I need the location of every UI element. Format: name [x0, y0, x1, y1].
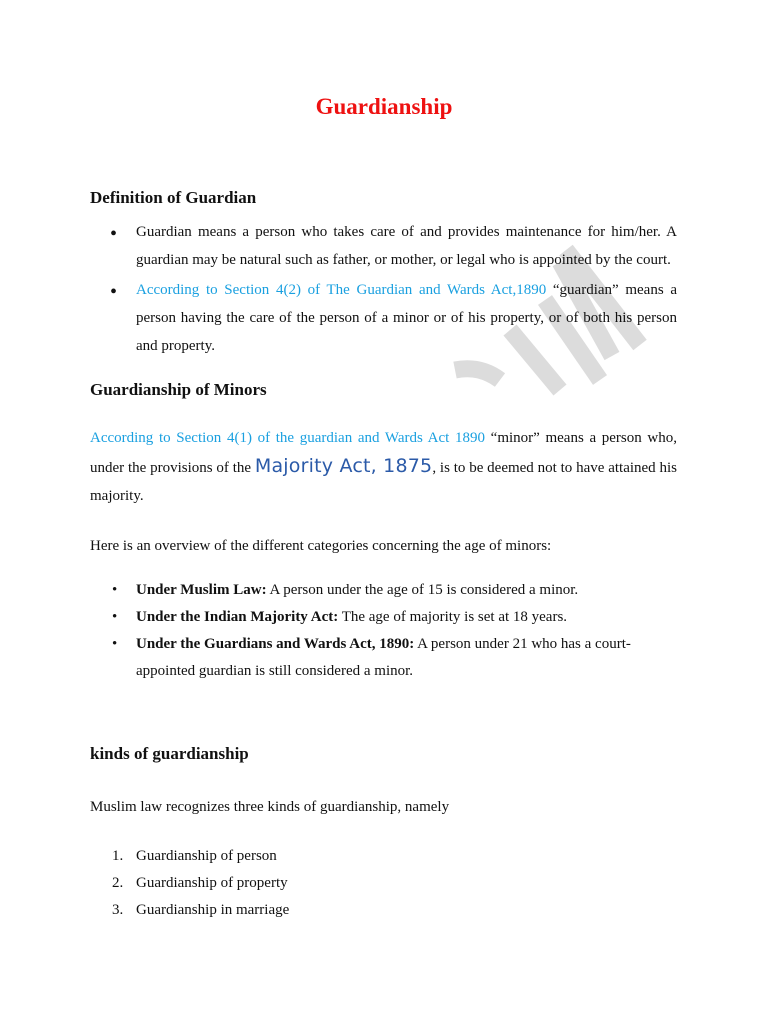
minor-definition-paragraph: [90, 424, 677, 510]
list-item-text: Guardianship of property: [136, 875, 288, 891]
list-item: [90, 870, 289, 897]
category-text: A person under the age of 15 is considered a minor.: [266, 582, 579, 598]
category-label: Under Muslim Law:: [136, 582, 267, 598]
kinds-intro-paragraph: Muslim law recognizes three kinds of guardianship, namely: [90, 799, 450, 815]
page-title: Guardianship: [315, 94, 453, 119]
list-item: [90, 276, 677, 360]
bullet-dot: •: [112, 636, 118, 652]
list-number: 2.: [112, 875, 124, 891]
list-item: [90, 843, 289, 870]
section-4-1-link[interactable]: According to Section 4(1) of the guardian and Wards Act 1890: [90, 430, 485, 446]
list-item-text: Guardianship in marriage: [136, 902, 290, 918]
category-text: The age of majority is set at 18 years.: [338, 609, 568, 625]
paragraph-text: “minor” means a person who, under the provisions of the: [90, 430, 677, 476]
list-number: 1.: [112, 848, 124, 864]
category-label: Under the Indian Majority Act:: [136, 609, 339, 625]
category-label: Under the Guardians and Wards Act, 1890:: [136, 636, 415, 652]
list-item-text: Guardianship of person: [136, 848, 277, 864]
definition-bullet-text: “guardian” means a person having the care of the person of a minor or of his property, or of both his person and property.: [136, 282, 677, 354]
bullet-dot: •: [110, 223, 118, 245]
list-item: [90, 577, 677, 604]
majority-act-reference[interactable]: Majority Act, 1875: [254, 455, 433, 477]
age-categories-list: [90, 577, 677, 685]
list-item: [90, 631, 677, 685]
list-item: [90, 604, 677, 631]
kinds-numbered-list: [90, 843, 289, 924]
kinds-heading: kinds of guardianship: [90, 744, 249, 763]
paragraph-text: , is to be deemed not to have attained his majority.: [90, 460, 677, 504]
bullet-dot: •: [112, 609, 118, 625]
list-item: [90, 218, 677, 274]
definition-heading: Definition of Guardian: [90, 188, 257, 207]
list-number: 3.: [112, 902, 124, 918]
section-4-2-link[interactable]: According to Section 4(2) of The Guardian and Wards Act,1890: [136, 282, 547, 298]
definition-bullet-text: Guardian means a person who takes care of and provides maintenance for him/her. A guardian may be natural such as father, or mother, or legal who is appointed by the court.: [136, 224, 677, 268]
bullet-dot: •: [110, 281, 118, 303]
list-item: [90, 897, 289, 924]
definition-bullet-list: [90, 218, 677, 362]
bullet-dot: •: [112, 582, 118, 598]
minors-heading: Guardianship of Minors: [90, 380, 267, 399]
category-text: A person under 21 who has a court-appointed guardian is still considered a minor.: [136, 636, 631, 679]
overview-paragraph: Here is an overview of the different categories concerning the age of minors:: [90, 538, 552, 554]
